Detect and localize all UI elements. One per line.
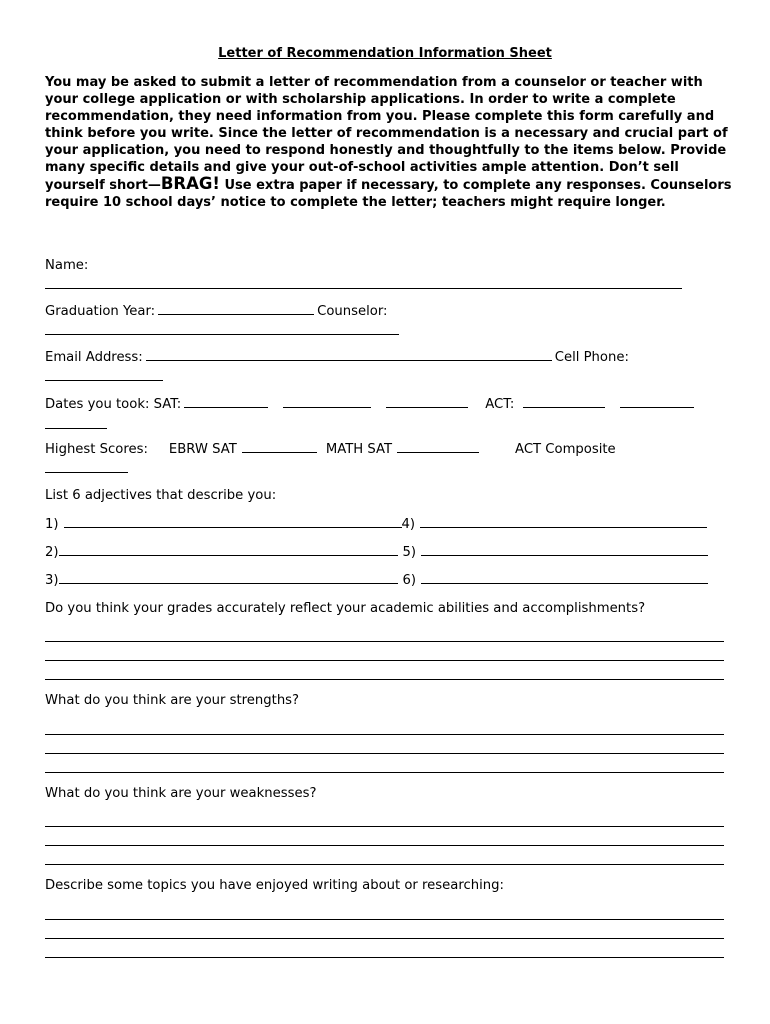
- graduation-year-label: Graduation Year:: [45, 304, 156, 319]
- brag-text: BRAG!: [160, 174, 220, 194]
- answer-weaknesses-line-1[interactable]: [45, 826, 724, 827]
- cell-phone-label: Cell Phone:: [554, 350, 629, 365]
- act-date-3-field[interactable]: [45, 428, 107, 429]
- answer-topics-line-1[interactable]: [45, 919, 724, 920]
- counselor-field[interactable]: [45, 334, 399, 335]
- ebrw-sat-field[interactable]: [242, 441, 317, 453]
- answer-grades-line-2[interactable]: [45, 660, 724, 661]
- adjective-field-5[interactable]: [421, 544, 708, 556]
- graduation-year-field[interactable]: [158, 303, 314, 315]
- counselor-label: Counselor:: [317, 304, 388, 319]
- email-label: Email Address:: [45, 350, 143, 365]
- adjective-number-4: 4): [401, 517, 416, 532]
- ebrw-sat-label: EBRW SAT: [168, 442, 237, 457]
- math-sat-label: MATH SAT: [325, 442, 393, 457]
- adjective-row-3: [45, 572, 711, 589]
- adjective-row-2: [45, 544, 711, 561]
- adjective-field-2[interactable]: [59, 544, 398, 556]
- adjective-field-3[interactable]: [59, 572, 398, 584]
- sat-date-3-field[interactable]: [386, 396, 468, 408]
- dates-row: [45, 396, 697, 413]
- answer-strengths-line-3[interactable]: [45, 772, 724, 773]
- sat-date-2-field[interactable]: [283, 396, 371, 408]
- email-field[interactable]: [146, 349, 552, 361]
- highest-scores-label: Highest Scores:: [45, 442, 148, 457]
- answer-strengths-line-1[interactable]: [45, 734, 724, 735]
- answer-topics-line-2[interactable]: [45, 938, 724, 939]
- act-composite-field[interactable]: [45, 472, 128, 473]
- answer-grades-line-3[interactable]: [45, 679, 724, 680]
- cell-phone-field[interactable]: [45, 380, 163, 381]
- answer-weaknesses-line-2[interactable]: [45, 845, 724, 846]
- name-field[interactable]: [45, 288, 682, 289]
- name-label: Name:: [45, 258, 89, 273]
- answer-grades-line-1[interactable]: [45, 641, 724, 642]
- adjectives-prompt: List 6 adjectives that describe you:: [45, 488, 277, 503]
- adjective-number-6: 6): [402, 573, 417, 588]
- act-date-1-field[interactable]: [523, 396, 605, 408]
- math-sat-field[interactable]: [397, 441, 479, 453]
- adjective-row-1: [45, 516, 710, 533]
- answer-strengths-line-2[interactable]: [45, 753, 724, 754]
- scores-row: [45, 441, 616, 458]
- adjective-number-2: 2): [45, 545, 59, 560]
- adjective-number-5: 5): [402, 545, 417, 560]
- graduation-row: [45, 303, 387, 320]
- adjective-field-1[interactable]: [64, 516, 402, 528]
- question-topics: Describe some topics you have enjoyed writing about or researching:: [45, 878, 504, 893]
- intro-text-1: You may be asked to submit a letter of recommendation from a counselor or teacher with your college application or with scholarship applications. In order to write a complete recommendation, they need information from you. Please complete this form carefully and think before you write. Since the letter of recommendation is a necessary and crucial part of your application, you need to respond honestly and thoughtfully to the items below. Provide many specific details and give your out-of-school activities ample attention. Don’t sell yourself short—: [45, 75, 728, 194]
- email-row: [45, 349, 629, 366]
- dates-sat-label: Dates you took: SAT:: [45, 397, 182, 412]
- adjective-number-3: 3): [45, 573, 59, 588]
- act-date-2-field[interactable]: [620, 396, 694, 408]
- question-grades: Do you think your grades accurately reflect your academic abilities and accomplishments?: [45, 601, 646, 616]
- answer-weaknesses-line-3[interactable]: [45, 864, 724, 865]
- act-label: ACT:: [485, 397, 515, 412]
- page-title: Letter of Recommendation Information Sheet: [218, 46, 552, 61]
- adjective-field-4[interactable]: [420, 516, 707, 528]
- question-weaknesses: What do you think are your weaknesses?: [45, 786, 317, 801]
- intro-paragraph: [45, 75, 735, 212]
- adjective-field-6[interactable]: [421, 572, 708, 584]
- sat-date-1-field[interactable]: [184, 396, 268, 408]
- answer-topics-line-3[interactable]: [45, 957, 724, 958]
- act-composite-label: ACT Composite: [515, 442, 616, 457]
- adjective-number-1: 1): [45, 517, 59, 532]
- question-strengths: What do you think are your strengths?: [45, 693, 300, 708]
- intro-text-2: Use extra paper if necessary, to complete any responses. Counselors require 10 school days’ notice to complete the letter; teachers might require longer.: [45, 178, 732, 211]
